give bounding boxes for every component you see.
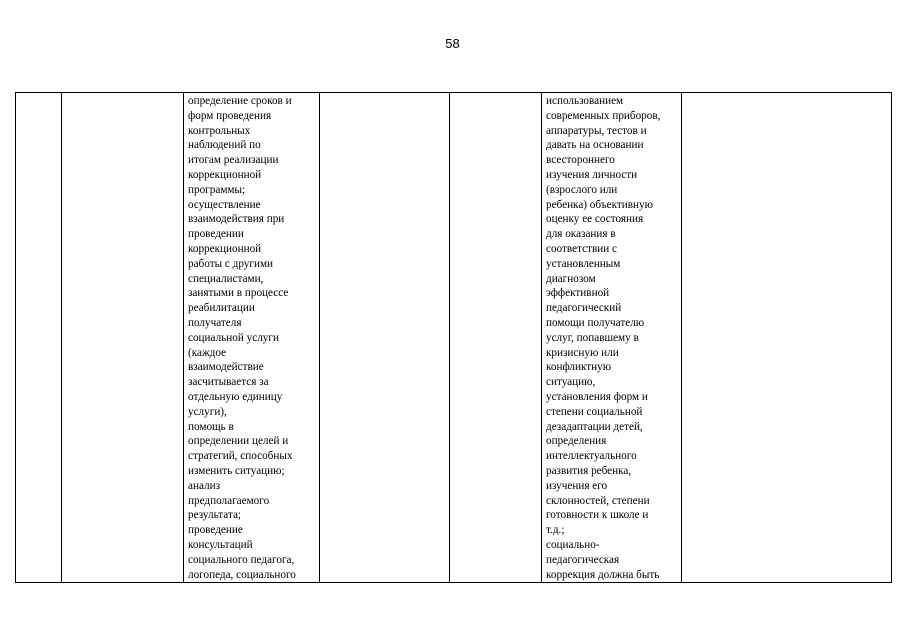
page-number: 58 [445,36,460,51]
text-line: отдельную единицу [188,390,283,403]
text-line: педагогический [546,302,622,315]
text-line: аппаратуры, тестов и [546,124,647,137]
text-line: давать на основании [546,139,644,152]
text-line: для оказания в [546,228,616,241]
text-line: т.д.; [546,524,565,537]
text-line: оценку ее состояния [546,213,644,226]
text-line: получателя [188,316,242,329]
text-line: засчитывается за [188,376,269,389]
text-line: ситуацию, [546,376,596,389]
text-line: взаимодействие [188,361,264,374]
text-line: реабилитации [188,302,255,315]
text-line: конфликтную [546,361,612,374]
text-line: степени социальной [546,405,643,418]
text-line: социальной услуги [188,331,279,344]
text-line: склонностей, степени [546,494,650,507]
text-line: программы; [188,183,246,196]
text-line: готовности к школе и [546,509,649,522]
table-cell-empty [450,93,542,583]
text-line: современных приборов, [546,109,661,122]
service-description-text [184,93,319,582]
table-cell-number [16,93,62,583]
text-line: ребенка) объективную [546,198,653,211]
text-line: соответствии с [546,242,617,255]
table-cell-empty [320,93,450,583]
text-line: эффективной [546,287,610,300]
text-line: наблюдений по [188,139,261,152]
quality-indicators-text [542,93,681,582]
text-line: коррекционной [188,168,262,181]
text-line: кризисную или [546,346,619,359]
table-cell-service-name [62,93,184,583]
text-line: помощи получателю [546,316,645,329]
text-line: итогам реализации [188,154,279,167]
text-line: помощь в [188,420,234,433]
text-line: развития ребенка, [546,464,632,477]
text-line: работы с другими [188,257,274,270]
text-line: изменить ситуацию; [188,464,285,477]
text-line: проведение [188,524,243,537]
text-line: занятыми в процессе [188,287,289,300]
text-line: социально- [546,538,600,551]
text-line: изучения личности [546,168,638,181]
text-line: интеллектуального [546,450,637,463]
text-line: дезадаптации детей, [546,420,643,433]
table-cell-service-description [184,93,320,583]
text-line: предполагаемого [188,494,270,507]
text-line: осуществление [188,198,261,211]
text-line: проведении [188,228,244,241]
text-line: специалистами, [188,272,264,285]
text-line: (каждое [188,346,227,359]
text-line: определение сроков и [188,95,292,107]
text-line: форм проведения [188,109,272,122]
text-line: всестороннего [546,154,615,167]
text-line: использованием [546,95,624,107]
text-line: диагнозом [546,272,596,285]
text-line: взаимодействия при [188,213,285,226]
text-line: изучения его [546,479,608,492]
text-line: коррекция должна быть [546,568,660,581]
text-line: педагогическая [546,553,620,566]
text-line: консультаций [188,538,253,551]
text-line: логопеда, социального [188,568,296,581]
services-table [15,92,892,583]
table-row [16,93,892,583]
text-line: определения [546,435,607,448]
text-line: определении целей и [188,435,289,448]
table-cell-empty [682,93,892,583]
text-line: услуг, попавшему в [546,331,639,344]
text-line: коррекционной [188,242,262,255]
text-line: социального педагога, [188,553,295,566]
text-line: анализ [188,479,221,492]
text-line: стратегий, способных [188,450,293,463]
text-line: услуги), [188,405,227,418]
table-cell-quality-indicators [542,93,682,583]
text-line: контрольных [188,124,251,137]
text-line: установления форм и [546,390,648,403]
text-line: (взрослого или [546,183,618,196]
text-line: результата; [188,509,242,522]
text-line: установленным [546,257,621,270]
